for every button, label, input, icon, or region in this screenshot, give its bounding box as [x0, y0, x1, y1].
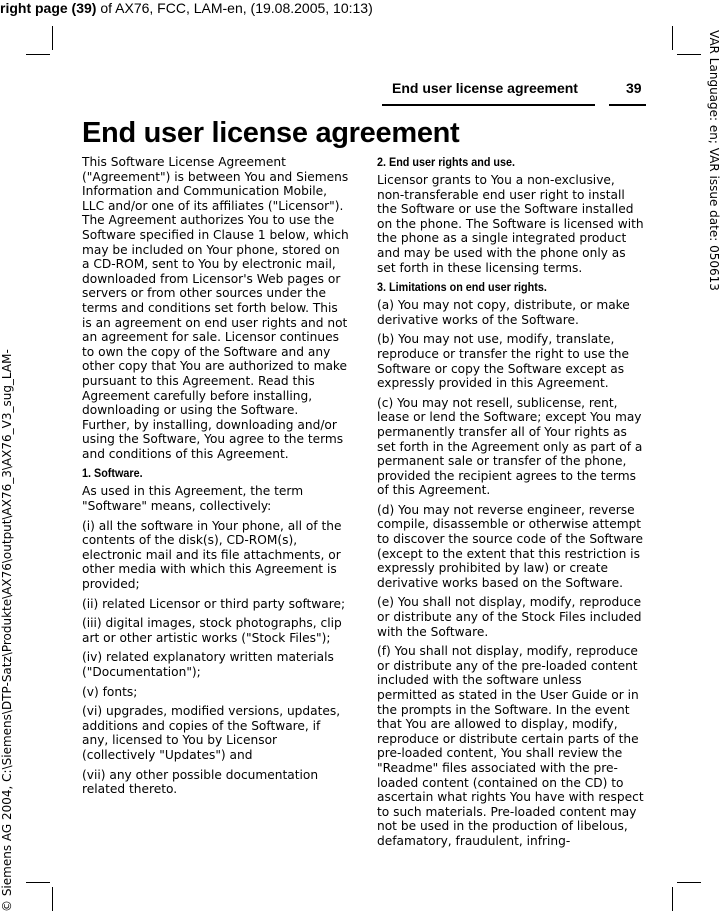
section-heading-limitations: 3. Limitations on end user rights. — [377, 280, 547, 295]
list-item: (iv) related explanatory written materials ("Documentation"); — [82, 650, 334, 679]
section-heading-software: 1. Software. — [82, 466, 143, 481]
print-job-header — [0, 0, 373, 16]
list-item: (v) fonts; — [82, 684, 138, 699]
section-heading-end-user-rights: 2. End user rights and use. — [377, 155, 516, 169]
right-column — [377, 155, 645, 854]
crop-mark — [672, 26, 673, 50]
page-number: 39 — [626, 80, 642, 96]
list-item: (vii) any other possible documentation related thereto. — [82, 767, 319, 797]
list-item: (c) You may not resell, sublicense, rent, lease or lend the Software; except You may permanently transfer all of Your rights as set forth in the Agreement only as part of a permanent sale or transfer of the phone, provided the recipient agrees to the terms of this Agreement. — [377, 395, 643, 498]
list-item: (d) You may not reverse engineer, reverse compile, disassemble or otherwise attempt to discover the source code of the Software (except to the extent that this restriction is expressly prohibited by law) or create derivative works based on the Software. — [377, 502, 644, 590]
header-rule-left — [382, 104, 595, 106]
list-item: (f) You shall not display, modify, reproduce or distribute any of the pre-loaded content included with the software unless permitted as stated in the User Guide or in the prompts in the Software. In the event that You are allowed to display, modify, reproduce or distribute certain parts of the pre-loaded content, You shall review the "Readme" files associated with the pre-loaded content (contained on the CD) to ascertain what rights You have with respect to such materials. Pre-loaded content may not be used in the production of libelous, defamatory, fraudulent, infring- — [377, 644, 644, 848]
crop-mark — [672, 887, 673, 911]
section-paragraph: As used in this Agreement, the term "Software" means, collectively: — [82, 484, 304, 514]
crop-mark — [52, 887, 53, 911]
crop-mark — [677, 54, 701, 55]
crop-mark — [26, 882, 50, 883]
list-item: (a) You may not copy, distribute, or make derivative works of the Software. — [377, 298, 630, 327]
print-job-details: of AX76, FCC, LAM-en, (19.08.2005, 10:13) — [96, 0, 373, 16]
page-title: End user license agreement — [82, 117, 460, 149]
section-paragraph: Licensor grants to You a non-exclusive, non-transferable end user right to install the Software or use the Software installed on the phone. The Software is licensed with the phone as a single integrated product and may be used with the phone only as set forth in these licensing terms. — [377, 173, 644, 275]
vertical-copyright-path: © Siemens AG 2004, C:\Siemens\DTP-Satz\Produkte\AX76\output\AX76_3\AX76_V3_sug_LAM- — [0, 349, 14, 912]
list-item: (vi) upgrades, modified versions, updates, additions and copies of the Software, if any, licensed to You by Licensor (collectively "Updates") and — [82, 704, 341, 762]
list-item: (iii) digital images, stock photographs, clip art or other artistic works ("Stock Files"); — [82, 616, 342, 645]
crop-mark — [52, 26, 53, 50]
left-column — [82, 155, 350, 802]
intro-paragraph: This Software License Agreement ("Agreement") is between You and Siemens Information and Communication Mobile, LLC and/or one of its affiliates ("Licensor"). The Agreement authorizes You to use the Software specified in Clause 1 below, which may be included on Your phone, stored on a CD-ROM, sent to You by electronic mail, downloaded from Licensor's Web pages or servers or from other sources under the terms and conditions set forth below. This is an agreement on end user rights and not an agreement for sale. Licensor continues to own the copy of the Software and any other copy that You are authorized to make pursuant to this Agreement. Read this Agreement carefully before installing, downloading or using the Software. Further, by installing, downloading and/or using the Software, You agree to the terms and conditions of this Agreement. — [82, 155, 349, 461]
print-job-page-label: right page (39) — [0, 0, 97, 16]
list-item: (ii) related Licensor or third party software; — [82, 596, 346, 611]
list-item: (i) all the software in Your phone, all of the contents of the disk(s), CD-ROM(s), electronic mail and its file attachments, or other media with which this Agreement is provided; — [82, 518, 342, 592]
header-rule-right — [609, 104, 646, 106]
list-item: (e) You shall not display, modify, reproduce or distribute any of the Stock Files included with the Software. — [377, 595, 642, 639]
list-item: (b) You may not use, modify, translate, reproduce or transfer the right to use the Software or copy the Software except as expressly provided in this Agreement. — [377, 332, 629, 391]
vertical-language-note: VAR Language: en; VAR issue date: 050613 — [707, 30, 721, 291]
running-header: End user license agreement — [392, 80, 578, 96]
crop-mark — [677, 882, 701, 883]
crop-mark — [26, 54, 50, 55]
